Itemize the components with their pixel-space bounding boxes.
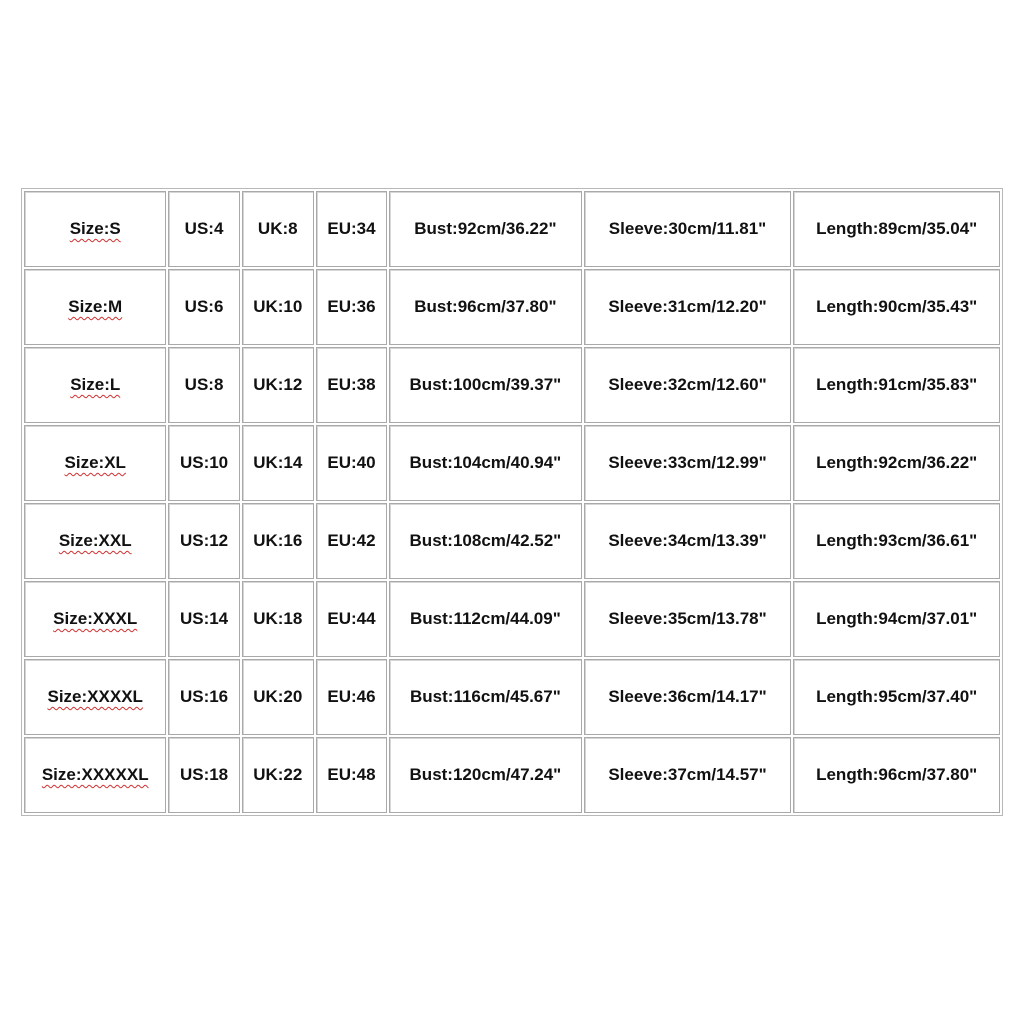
uk-size-cell: UK:20: [242, 659, 314, 735]
table-row: [24, 503, 1000, 579]
bust-cell: Bust:92cm/36.22": [389, 191, 582, 267]
us-size-cell: US:12: [168, 503, 239, 579]
table-row: [24, 737, 1000, 813]
sleeve-cell: Sleeve:31cm/12.20": [584, 269, 792, 345]
sleeve-cell: Sleeve:35cm/13.78": [584, 581, 792, 657]
sleeve-cell: Sleeve:37cm/14.57": [584, 737, 792, 813]
uk-size-cell: UK:16: [242, 503, 314, 579]
size-cell: Size:L: [24, 347, 166, 423]
eu-size-cell: EU:44: [316, 581, 387, 657]
sleeve-cell: Sleeve:36cm/14.17": [584, 659, 792, 735]
bust-cell: Bust:108cm/42.52": [389, 503, 582, 579]
table-row: [24, 425, 1000, 501]
eu-size-cell: EU:46: [316, 659, 387, 735]
size-cell: Size:XXXL: [24, 581, 166, 657]
eu-size-cell: EU:36: [316, 269, 387, 345]
uk-size-cell: UK:18: [242, 581, 314, 657]
eu-size-cell: EU:40: [316, 425, 387, 501]
uk-size-cell: UK:10: [242, 269, 314, 345]
sleeve-cell: Sleeve:30cm/11.81": [584, 191, 792, 267]
length-cell: Length:92cm/36.22": [793, 425, 1000, 501]
us-size-cell: US:16: [168, 659, 239, 735]
us-size-cell: US:18: [168, 737, 239, 813]
length-cell: Length:94cm/37.01": [793, 581, 1000, 657]
eu-size-cell: EU:42: [316, 503, 387, 579]
us-size-cell: US:14: [168, 581, 239, 657]
us-size-cell: US:8: [168, 347, 239, 423]
eu-size-cell: EU:34: [316, 191, 387, 267]
table-row: [24, 581, 1000, 657]
table-row: [24, 269, 1000, 345]
size-chart-table: [21, 188, 1003, 816]
table-row: [24, 659, 1000, 735]
us-size-cell: US:4: [168, 191, 239, 267]
bust-cell: Bust:120cm/47.24": [389, 737, 582, 813]
length-cell: Length:93cm/36.61": [793, 503, 1000, 579]
table-row: [24, 347, 1000, 423]
table-row: [24, 191, 1000, 267]
size-cell: Size:XL: [24, 425, 166, 501]
bust-cell: Bust:96cm/37.80": [389, 269, 582, 345]
uk-size-cell: UK:8: [242, 191, 314, 267]
bust-cell: Bust:112cm/44.09": [389, 581, 582, 657]
size-cell: Size:M: [24, 269, 166, 345]
length-cell: Length:96cm/37.80": [793, 737, 1000, 813]
length-cell: Length:91cm/35.83": [793, 347, 1000, 423]
sleeve-cell: Sleeve:32cm/12.60": [584, 347, 792, 423]
length-cell: Length:90cm/35.43": [793, 269, 1000, 345]
size-cell: Size:XXXXL: [24, 659, 166, 735]
eu-size-cell: EU:48: [316, 737, 387, 813]
uk-size-cell: UK:14: [242, 425, 314, 501]
sleeve-cell: Sleeve:33cm/12.99": [584, 425, 792, 501]
bust-cell: Bust:100cm/39.37": [389, 347, 582, 423]
bust-cell: Bust:104cm/40.94": [389, 425, 582, 501]
uk-size-cell: UK:22: [242, 737, 314, 813]
bust-cell: Bust:116cm/45.67": [389, 659, 582, 735]
size-cell: Size:XXXXXL: [24, 737, 166, 813]
us-size-cell: US:6: [168, 269, 239, 345]
us-size-cell: US:10: [168, 425, 239, 501]
uk-size-cell: UK:12: [242, 347, 314, 423]
length-cell: Length:89cm/35.04": [793, 191, 1000, 267]
eu-size-cell: EU:38: [316, 347, 387, 423]
sleeve-cell: Sleeve:34cm/13.39": [584, 503, 792, 579]
size-cell: Size:XXL: [24, 503, 166, 579]
length-cell: Length:95cm/37.40": [793, 659, 1000, 735]
size-cell: Size:S: [24, 191, 166, 267]
